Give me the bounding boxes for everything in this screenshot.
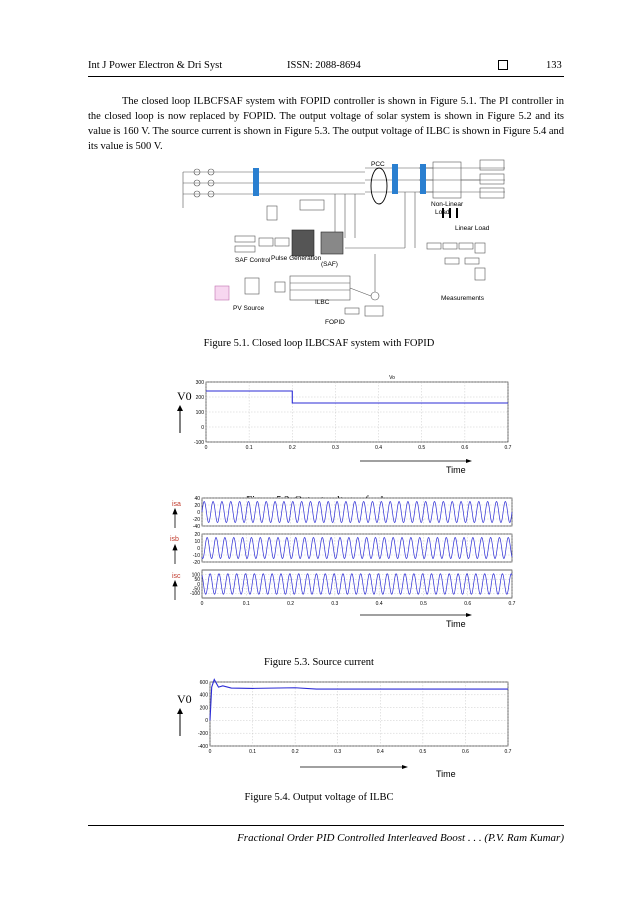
fig53-xlabel: Time	[446, 619, 466, 629]
fig52-plot-title: Vo	[389, 375, 395, 381]
fig54-x-tick-label: 0.4	[376, 749, 384, 755]
fig54-y-tick-label: -400	[197, 743, 208, 750]
fig53-isa-y-tick-label: 40	[194, 496, 200, 502]
footer-rule	[88, 825, 564, 826]
fig54-y-tick-label: -200	[197, 731, 208, 737]
figure-5-1-caption: Figure 5.1. Closed loop ILBCSAF system with FOPID	[203, 338, 435, 349]
header-rule	[88, 76, 564, 77]
page-number: 133	[546, 60, 562, 71]
fig53-isb-y-tick-label: -10	[192, 552, 200, 559]
footer-text: Fractional Order PID Controlled Interleaved Boost . . . (P.V. Ram Kumar)	[237, 832, 564, 844]
saf-control-label: SAF Control	[235, 257, 271, 264]
fig53-isc-y-tick-label: -100	[189, 591, 200, 598]
fig54-y-tick-label: 0	[205, 718, 208, 725]
load-label: Load	[435, 209, 450, 216]
fig53-isc-x-tick-label: 0.6	[464, 601, 472, 607]
fig53-isc-y-tick-label: -50	[192, 586, 200, 593]
fig53-isc-x-tick-label: 0.1	[242, 601, 250, 607]
body-text: The closed loop ILBCFSAF system with FOPID controller is shown in Figure 5.1. The PI controller in the closed loop is now replaced by FOPID. The output voltage of solar system is shown in Figure 5.2 and its value is 160 V. The source current is shown in Figure 5.3. The output voltage of ILBC is shown in Figure 5.4 and its value is 500 V.	[88, 96, 564, 152]
pv-source-label: PV Source	[233, 305, 265, 312]
linear-load-label: Linear Load	[455, 225, 490, 232]
figure-5-2-chart	[186, 372, 516, 454]
time-arrow-fig53	[360, 612, 480, 632]
time-arrow-fig52	[360, 458, 480, 478]
fig53-isb-y-tick-label: 20	[194, 531, 200, 538]
up-arrow-icon	[174, 708, 186, 738]
fig53-isc-x-tick-label: 0.3	[331, 601, 339, 607]
fig52-xlabel: Time	[446, 465, 466, 475]
fig54-x-tick-label: 0.6	[461, 749, 469, 755]
figure-5-1-schematic	[175, 158, 525, 330]
figure-5-3-chart	[166, 496, 516, 620]
body-paragraph	[88, 94, 564, 154]
fig52-x-tick-label: 0.4	[375, 445, 383, 451]
fig54-x-tick-label: 0.3	[334, 749, 342, 755]
fig54-xlabel: Time	[436, 769, 456, 779]
isc-label: isc	[172, 573, 181, 580]
fig52-y-tick-label: 300	[195, 379, 204, 386]
fig54-y-tick-label: 400	[199, 692, 208, 699]
fig52-y-tick-label: -100	[193, 439, 204, 446]
fig52-x-tick-label: 0.5	[418, 445, 426, 451]
fig53-isa-y-tick-label: 0	[197, 509, 200, 516]
fig52-x-tick-label: 0.2	[288, 445, 296, 451]
fig52-y-tick-label: 200	[195, 394, 204, 401]
pcc-label: PCC	[371, 161, 385, 168]
fig52-y-tick-label: 100	[195, 409, 204, 416]
fig53-isb-y-tick-label: -20	[192, 559, 200, 566]
time-arrow-fig54	[300, 764, 460, 786]
figure-5-3-caption: Figure 5.3. Source current	[264, 657, 374, 668]
fig52-y-tick-label: 0	[201, 424, 204, 431]
fig53-isc-y-tick-label: 100	[191, 572, 200, 579]
fig53-isc-x-tick-label: 0.2	[287, 601, 295, 607]
fig54-plot-area	[210, 682, 508, 746]
fig53-isb-y-tick-label: 10	[194, 538, 200, 545]
up-arrow-icon	[174, 405, 186, 435]
fig52-x-tick-label: 0.1	[245, 445, 253, 451]
fig54-y-tick-label: 200	[199, 705, 208, 712]
issn: ISSN: 2088-8694	[287, 60, 361, 71]
fig53-isc-x-tick-label: 0.7	[508, 601, 516, 607]
fig52-x-tick-label: 0.6	[461, 445, 469, 451]
fig54-x-tick-label: 0.7	[504, 749, 512, 755]
pulse-generation-label: Pulse Generation	[271, 255, 322, 262]
fig53-isc-x-tick-label: 0.4	[375, 601, 383, 607]
fig52-x-tick-label: 0	[204, 445, 208, 451]
checkbox-icon	[498, 60, 508, 72]
ilbc-label: ILBC	[315, 299, 330, 306]
fig54-x-tick-label: 0.2	[291, 749, 299, 755]
fig53-isc-x-tick-label: 0	[200, 601, 204, 607]
fig54-x-tick-label: 0.5	[419, 749, 427, 755]
measurements-label: Measurements	[441, 295, 484, 302]
isb-label: isb	[170, 536, 179, 543]
isa-label: isa	[172, 501, 181, 508]
fig53-isc-x-tick-label: 0.5	[419, 601, 427, 607]
fig53-isc-y-tick-label: 0	[197, 581, 200, 588]
nonlinear-label: Non-Linear	[431, 201, 464, 208]
fig53-isc-y-tick-label: 50	[194, 577, 200, 584]
figure-5-4-chart	[186, 678, 516, 762]
fig54-x-tick-label: 0	[208, 749, 212, 755]
fig52-x-tick-label: 0.7	[504, 445, 512, 451]
v0-symbol-fig52: V0	[177, 389, 192, 403]
fig54-x-tick-label: 0.1	[249, 749, 257, 755]
figure-5-4-caption: Figure 5.4. Output voltage of ILBC	[244, 792, 394, 803]
fopid-label: FOPID	[325, 319, 345, 326]
fig53-isa-y-tick-label: 20	[194, 502, 200, 509]
saf-label: (SAF)	[321, 261, 338, 268]
v0-symbol-fig54: V0	[177, 692, 192, 706]
fig53-isb-y-tick-label: 0	[197, 545, 200, 552]
fig53-isa-y-tick-label: -40	[192, 523, 200, 530]
fig53-isa-y-tick-label: -20	[192, 516, 200, 523]
journal-name: Int J Power Electron & Dri Syst	[88, 60, 223, 71]
fig52-x-tick-label: 0.3	[331, 445, 339, 451]
fig54-y-tick-label: 600	[199, 679, 208, 686]
